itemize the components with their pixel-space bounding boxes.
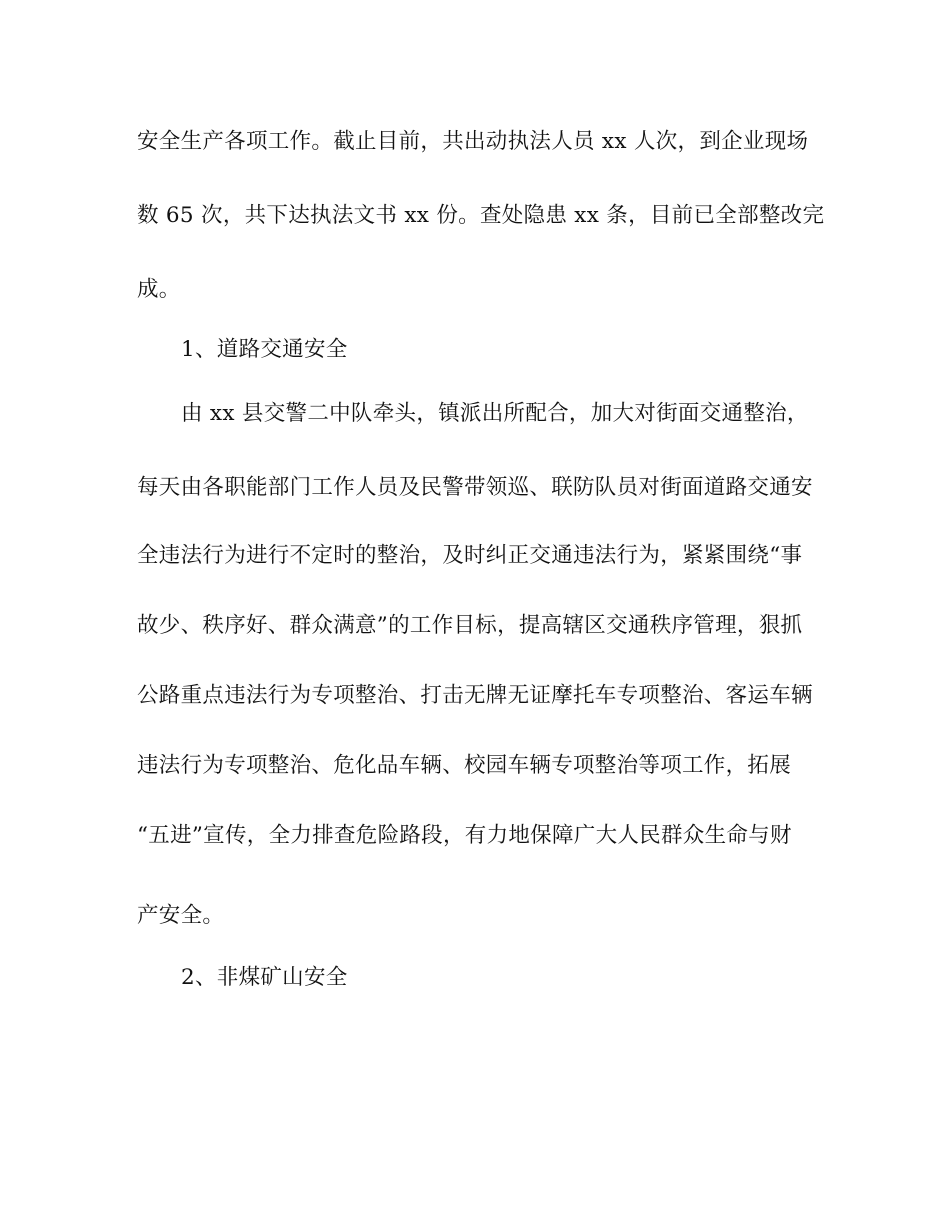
body-text-line: 安全生产各项工作。截止目前，共出动执法人员 xx 人次，到企业现场 [137, 129, 809, 154]
body-text-line: 公路重点违法行为专项整治、打击无牌无证摩托车专项整治、客运车辆 [137, 683, 813, 708]
body-text-line: 故少、秩序好、群众满意”的工作目标，提高辖区交通秩序管理，狠抓 [137, 613, 803, 638]
body-text-line: 成。 [137, 277, 181, 302]
body-text-line: 由 xx 县交警二中队牵头，镇派出所配合，加大对街面交通整治， [181, 401, 809, 426]
body-text-line: 违法行为专项整治、危化品车辆、校园车辆专项整治等项工作，拓展 [137, 753, 792, 778]
section-heading-road-traffic: 1、道路交通安全 [181, 337, 348, 362]
section-heading-non-coal-mine: 2、非煤矿山安全 [181, 965, 348, 990]
body-text-line: “五进”宣传，全力排查危险路段，有力地保障广大人民群众生命与财 [137, 823, 792, 848]
body-text-line: 产安全。 [137, 903, 225, 928]
body-text-line: 每天由各职能部门工作人员及民警带领巡、联防队员对街面道路交通安 [137, 475, 813, 500]
body-text-line: 数 65 次，共下达执法文书 xx 份。查处隐患 xx 条，目前已全部整改完 [137, 203, 825, 228]
body-text-line: 全违法行为进行不定时的整治，及时纠正交通违法行为，紧紧围绕“事 [137, 543, 803, 568]
